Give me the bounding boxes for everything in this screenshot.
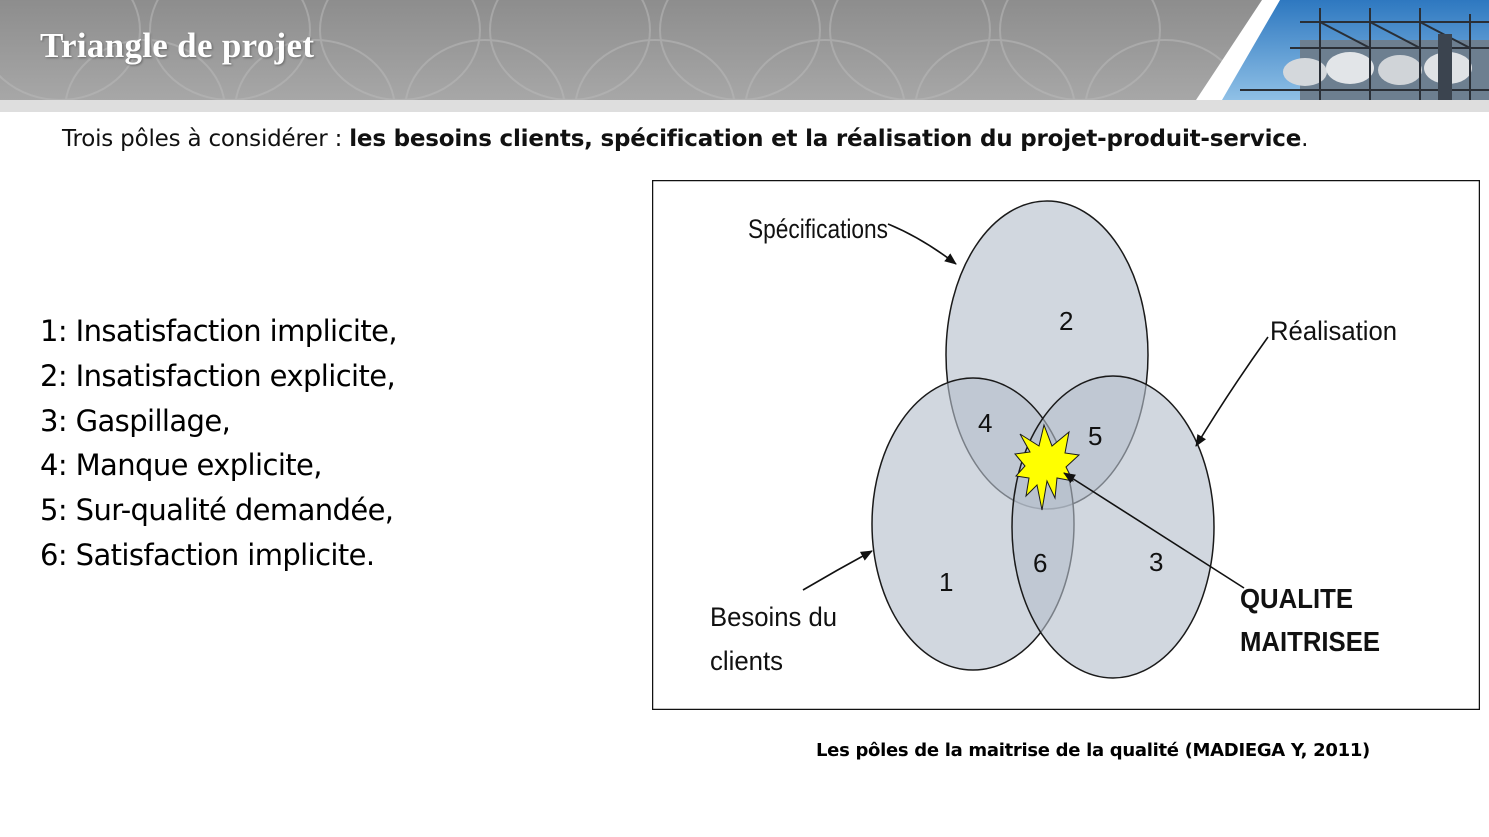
legend-item-1: 1: Insatisfaction implicite,	[40, 314, 397, 348]
region-6: 6	[1033, 548, 1048, 578]
subtitle-prefix: Trois pôles à considérer :	[62, 126, 350, 152]
slide-title: Triangle de projet	[40, 26, 315, 65]
legend-item-5: 5: Sur-qualité demandée,	[40, 493, 394, 528]
diagram-caption: Les pôles de la maitrise de la qualité (MADIEGA Y, 2011)	[816, 740, 1370, 761]
header-banner	[0, 0, 1489, 112]
subtitle	[62, 126, 1308, 152]
legend-item-3: 3: Gaspillage,	[40, 403, 231, 438]
region-4: 4	[978, 408, 993, 438]
legend-list	[40, 309, 397, 578]
label-qualite-line1: QUALITE	[1240, 583, 1353, 614]
legend-item-6: 6: Satisfaction implicite.	[40, 537, 375, 572]
venn-diagram	[652, 180, 1480, 710]
circle-realisation	[1012, 376, 1214, 678]
region-5: 5	[1088, 421, 1103, 451]
region-1: 1	[939, 567, 954, 597]
label-besoins-line1: Besoins du	[710, 602, 837, 632]
region-3: 3	[1149, 547, 1164, 577]
legend-item-2: 2: Insatisfaction explicite,	[40, 358, 396, 393]
legend-item-4: 4: Manque explicite,	[40, 448, 322, 483]
subtitle-suffix: .	[1301, 126, 1309, 152]
label-qualite-line2: MAITRISEE	[1240, 626, 1380, 657]
region-2: 2	[1059, 306, 1074, 336]
label-realisation: Réalisation	[1270, 316, 1397, 346]
venn-diagram-svg	[652, 180, 1480, 710]
label-besoins-line2: clients	[710, 646, 783, 676]
label-specifications: Spécifications	[748, 214, 888, 244]
subtitle-emphasis: les besoins clients, spécification et la réalisation du projet-produit-service	[349, 126, 1302, 152]
